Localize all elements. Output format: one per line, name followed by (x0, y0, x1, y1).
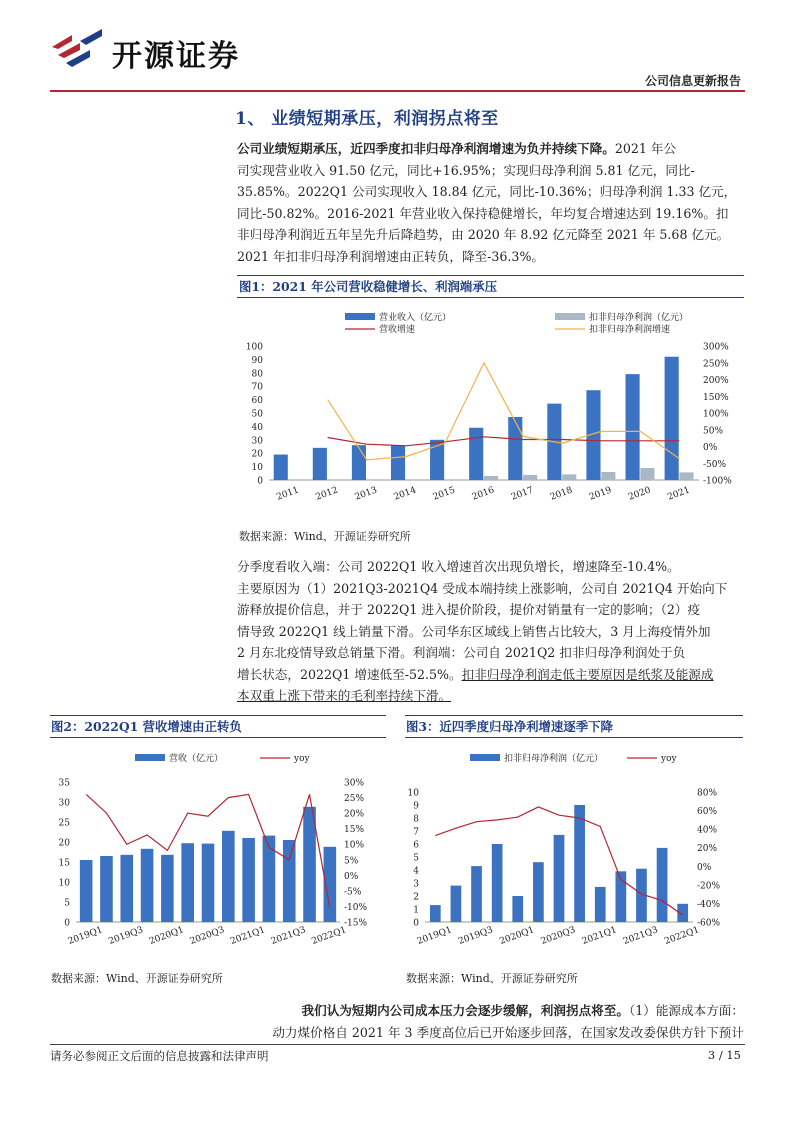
fig1-title-rule (237, 297, 744, 298)
para1-line: 非归母净利润近五年呈先升后降趋势，由 2020 年 8.92 亿元降至 2021 年 5.68 亿元。 (237, 227, 730, 242)
para1-line: 2021 年公 (614, 141, 677, 156)
x-tick-label: 2020Q1 (148, 925, 186, 947)
bar-fig2-s0 (80, 860, 93, 922)
bar-fig2-s0 (181, 843, 194, 922)
bar-fig1-s1 (679, 472, 693, 480)
legend-label: 扣非归母净利润（亿元） (504, 754, 604, 764)
x-tick-label: 2018 (549, 485, 574, 503)
para2-underlined: 扣非归母净利润走低主要原因是纸浆及能源成 (461, 666, 714, 682)
left-axis-tick-label: 3 (413, 879, 419, 890)
right-axis-tick-label: 15% (344, 825, 365, 836)
left-axis-tick-label: 5 (64, 898, 70, 909)
brand-logo (50, 25, 240, 75)
bar-fig1-s0 (352, 445, 366, 480)
x-tick-label: 2020 (627, 485, 653, 503)
section-title: 1、 业绩短期承压，利润拐点将至 (235, 109, 499, 129)
paragraph-2 (237, 556, 744, 707)
x-tick-label: 2022Q1 (310, 925, 348, 947)
x-tick-label: 2021 (666, 485, 692, 503)
left-axis-tick-label: 1 (413, 905, 419, 916)
left-axis-tick-label: 100 (245, 342, 263, 353)
left-axis-tick-label: 15 (58, 858, 70, 869)
bar-fig1-s0 (313, 448, 327, 480)
left-axis-tick-label: 30 (58, 798, 70, 809)
para1-lead: 公司业绩短期承压，近四季度扣非归母净利润增速为负并持续下降。 (237, 141, 615, 156)
fig1-source: 数据来源：Wind、开源证券研究所 (239, 530, 411, 543)
fig1-top-rule (237, 275, 744, 276)
bar-fig1-s0 (626, 374, 640, 480)
right-axis-tick-label: -100% (703, 476, 732, 487)
right-axis-tick-label: 20% (344, 809, 365, 820)
left-axis-tick-label: 30 (251, 436, 263, 447)
fig2-chart (50, 740, 386, 955)
bar-fig1-s0 (469, 428, 483, 480)
right-axis-tick-label: 50% (703, 426, 724, 437)
bar-fig1-s0 (665, 357, 679, 480)
right-axis-tick-label: 80% (697, 788, 718, 799)
x-tick-label: 2019 (588, 485, 614, 503)
bar-fig2-s0 (141, 849, 154, 922)
left-axis-tick-label: 20 (251, 449, 263, 460)
bar-fig1-s1 (640, 468, 654, 480)
right-axis-tick-label: 0% (344, 871, 359, 882)
x-tick-label: 2021Q3 (622, 925, 660, 947)
bar-fig1-s1 (523, 475, 537, 480)
bar-fig3-s0 (451, 886, 462, 922)
left-axis-tick-label: 90 (251, 355, 263, 366)
left-axis-tick-label: 35 (58, 778, 70, 789)
left-axis-tick-label: 10 (58, 878, 70, 889)
left-axis-tick-label: 10 (407, 788, 419, 799)
bar-fig1-s0 (274, 455, 288, 480)
legend-swatch (470, 754, 500, 761)
right-axis-tick-label: 0% (703, 443, 718, 453)
header-rule (50, 90, 745, 92)
left-axis-tick-label: 7 (413, 827, 419, 838)
bar-fig3-s0 (512, 896, 523, 922)
left-axis-tick-label: 0 (257, 476, 263, 487)
bar-fig2-s0 (283, 840, 296, 922)
left-axis-tick-label: 80 (251, 369, 263, 380)
left-axis-tick-label: 5 (413, 853, 419, 864)
x-tick-label: 2015 (431, 485, 457, 503)
right-axis-tick-label: 30% (344, 778, 365, 789)
para2-underlined: 本双重上涨下带来的毛利率持续下滑。 (237, 688, 452, 703)
x-tick-label: 2019Q3 (457, 925, 495, 947)
bar-fig3-s0 (595, 887, 606, 922)
left-axis-tick-label: 50 (251, 409, 263, 420)
x-tick-label: 2020Q1 (498, 925, 536, 947)
bar-fig3-s0 (574, 805, 585, 922)
bar-fig2-s0 (263, 836, 276, 922)
bar-fig2-s0 (100, 856, 113, 922)
bar-fig2-s0 (303, 807, 316, 922)
right-axis-tick-label: -50% (703, 459, 727, 470)
right-axis-tick-label: -60% (697, 918, 721, 929)
x-tick-label: 2019Q3 (107, 925, 145, 947)
left-axis-tick-label: 20 (58, 838, 70, 849)
left-axis-tick-label: 4 (413, 866, 419, 877)
fig3-top-rule (405, 715, 743, 716)
right-axis-tick-label: -40% (697, 899, 721, 910)
para3-lead-tail: （1）能源成本方面： (628, 1003, 744, 1018)
fig3-chart (405, 740, 743, 955)
x-tick-label: 2021Q3 (269, 925, 308, 947)
right-axis-tick-label: 10% (344, 840, 365, 851)
right-axis-tick-label: -10% (344, 902, 368, 913)
right-axis-tick-label: 25% (344, 794, 365, 805)
fig2-title-rule (50, 737, 386, 738)
bar-fig3-s0 (492, 844, 503, 922)
para1-line: 2021 年扣非归母净利润增速由正转负，降至-36.3%。 (237, 248, 545, 264)
para2-line: 主要原因为（1）2021Q3-2021Q4 受成本端持续上涨影响，公司自 2021Q4 开始向下 (237, 580, 728, 596)
x-tick-label: 2022Q1 (663, 925, 701, 947)
brand-name: 开源证券 (112, 39, 240, 74)
paragraph-1 (237, 138, 744, 267)
x-tick-label: 2012 (314, 485, 340, 503)
legend-label: 营业收入（亿元） (379, 313, 452, 323)
legend-label: yoy (661, 754, 677, 764)
legend-label: 扣非归母净利润增速 (589, 325, 671, 335)
right-axis-tick-label: 150% (703, 392, 729, 403)
left-axis-tick-label: 70 (251, 382, 263, 393)
bar-fig3-s0 (430, 905, 441, 922)
bar-fig2-s0 (242, 838, 255, 922)
x-tick-label: 2013 (353, 485, 379, 503)
right-axis-tick-label: 20% (697, 844, 718, 855)
bar-fig3-s0 (657, 848, 668, 922)
para2-line: 情导致 2022Q1 线上销量下滑。公司华东区域线上销售占比较大，3 月上海疫情外加 (237, 623, 711, 639)
fig2-title: 图2：2022Q1 营收增速由正转负 (51, 719, 242, 734)
report-type: 公司信息更新报告 (644, 74, 741, 88)
bar-fig2-s0 (202, 844, 215, 922)
legend-label: 扣非归母净利润（亿元） (589, 313, 689, 323)
x-tick-label: 2017 (509, 485, 535, 503)
left-axis-tick-label: 9 (413, 801, 419, 812)
bar-fig2-s0 (222, 831, 235, 922)
left-axis-tick-label: 6 (413, 840, 419, 851)
para1-line: 司实现营业收入 91.50 亿元，同比+16.95%；实现归母净利润 5.81 亿元，同比- (237, 162, 695, 178)
legend-label: 营收增速 (379, 325, 416, 335)
right-axis-tick-label: 250% (703, 359, 729, 370)
page-number: 3 / 15 (707, 1048, 741, 1062)
left-axis-tick-label: 8 (413, 814, 419, 825)
right-axis-tick-label: 0% (697, 862, 712, 873)
fig1-title: 图1：2021 年公司营收稳健增长、利润端承压 (239, 279, 498, 294)
para3-line: 动力煤价格自 2021 年 3 季度高位后已开始逐步回落，在国家发改委保供方针下预计 (272, 1024, 744, 1040)
footer-rule (50, 1044, 745, 1045)
bar-fig2-s0 (120, 855, 133, 922)
fig3-source: 数据来源：Wind、开源证券研究所 (406, 972, 578, 985)
para2-line: 分季度看收入端：公司 2022Q1 收入增速首次出现负增长，增速降至-10.4%。 (237, 559, 680, 574)
x-tick-label: 2014 (392, 485, 418, 503)
right-axis-tick-label: 5% (344, 856, 359, 867)
bar-fig3-s0 (554, 835, 565, 922)
right-axis-tick-label: 60% (697, 807, 718, 818)
x-tick-label: 2020Q3 (188, 925, 226, 947)
para2-line: 增长状态，2022Q1 增速低至-52.5%。 (237, 666, 462, 682)
para1-line: 35.85%。2022Q1 公司实现收入 18.84 亿元，同比-10.36%；归母净利润 1.33 亿元， (237, 184, 737, 199)
para2-line: 2 月东北疫情导致总销量下滑。利润端：公司自 2021Q2 扣非归母净利润处于负 (237, 645, 686, 660)
para1-line: 同比-50.82%。2016-2021 年营业收入保持稳健增长，年均复合增速达到 19.16%。扣 (237, 205, 729, 221)
legend-label: yoy (294, 754, 310, 764)
x-tick-label: 2021Q1 (229, 925, 267, 947)
left-axis-tick-label: 25 (58, 818, 70, 829)
left-axis-tick-label: 10 (251, 463, 263, 474)
x-tick-label: 2011 (275, 485, 301, 503)
right-axis-tick-label: -20% (697, 881, 721, 892)
bar-fig1-s1 (601, 472, 615, 480)
right-axis-tick-label: -15% (344, 918, 368, 929)
right-axis-tick-label: 200% (703, 376, 729, 386)
paragraph-3 (237, 1000, 744, 1043)
legend-swatch (345, 313, 375, 320)
legend-swatch (135, 754, 165, 761)
left-axis-tick-label: 60 (251, 396, 263, 407)
right-axis-tick-label: 300% (703, 342, 729, 353)
x-tick-label: 2016 (470, 485, 496, 503)
bar-fig1-s1 (484, 476, 498, 480)
legend-swatch (555, 313, 585, 320)
bar-fig1-s0 (508, 417, 522, 480)
brand-logo-icon (50, 25, 108, 73)
footer-disclaimer: 请务必参阅正文后面的信息披露和法律声明 (50, 1049, 269, 1063)
x-tick-label: 2019Q1 (66, 925, 105, 947)
fig2-source: 数据来源：Wind、开源证券研究所 (51, 972, 223, 985)
right-axis-tick-label: 100% (703, 409, 729, 420)
bar-fig3-s0 (533, 862, 544, 922)
right-axis-tick-label: -5% (344, 887, 362, 898)
bar-fig1-s1 (562, 474, 576, 480)
bar-fig3-s0 (471, 866, 482, 922)
x-tick-label: 2020Q3 (539, 925, 577, 947)
legend-label: 营收（亿元） (169, 754, 224, 764)
x-tick-label: 2019Q1 (415, 925, 454, 947)
fig3-title: 图3：近四季度归母净利增速逐季下降 (406, 719, 613, 734)
fig2-top-rule (50, 715, 386, 716)
x-tick-label: 2021Q1 (580, 925, 619, 947)
para2-line: 游释放提价信息，并于 2022Q1 进入提价阶段，提价对销量有一定的影响；（2）疫 (237, 602, 701, 617)
fig1-chart (237, 300, 744, 515)
bar-fig1-s0 (391, 445, 405, 480)
fig3-title-rule (405, 737, 743, 738)
right-axis-tick-label: 40% (697, 825, 718, 836)
left-axis-tick-label: 0 (413, 918, 419, 929)
left-axis-tick-label: 40 (251, 422, 263, 433)
left-axis-tick-label: 0 (64, 918, 70, 929)
bar-fig2-s0 (161, 855, 174, 922)
left-axis-tick-label: 2 (413, 892, 419, 903)
para3-lead: 我们认为短期内公司成本压力会逐步缓解，利润拐点将至。 (301, 1003, 629, 1018)
